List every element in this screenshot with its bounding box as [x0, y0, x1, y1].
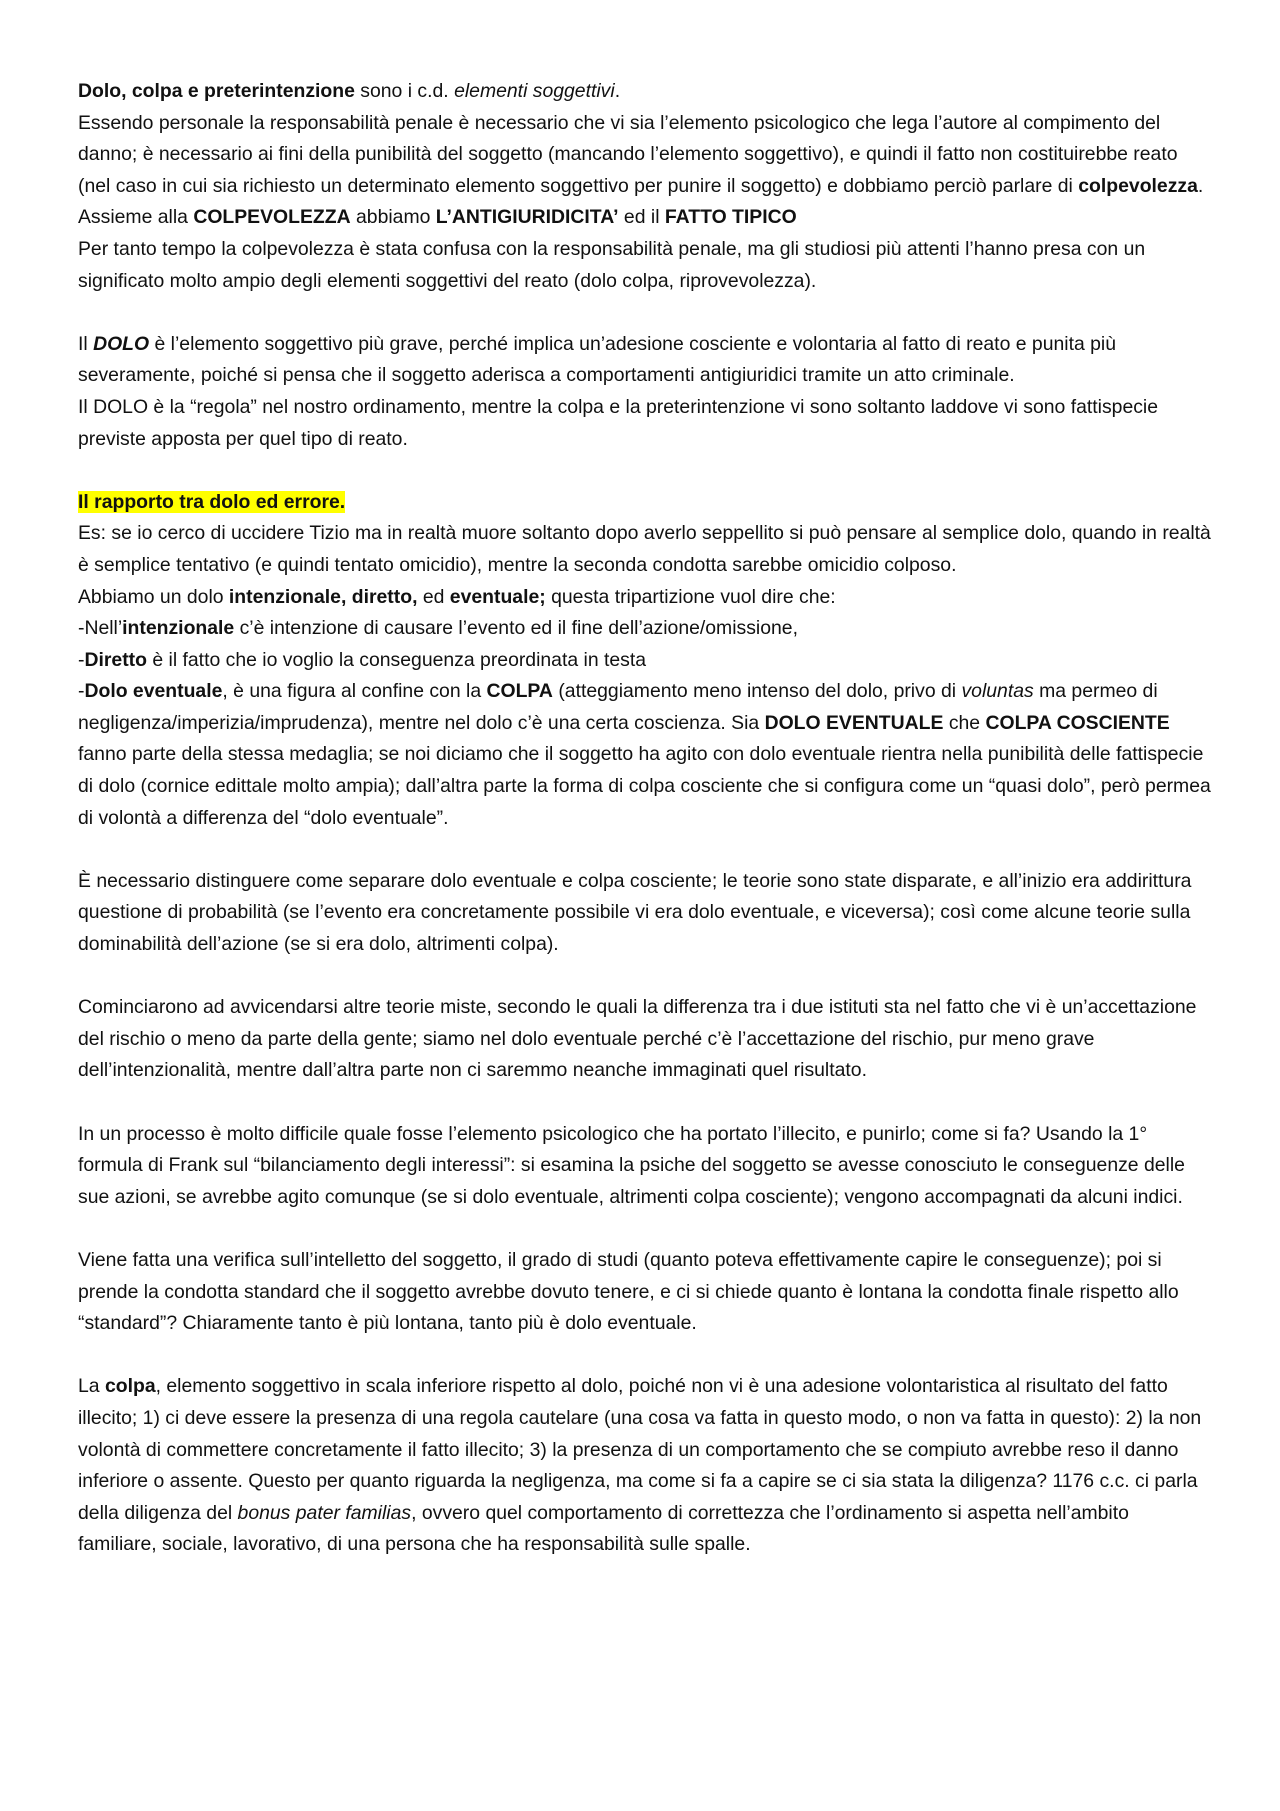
paragraph-distinguere: È necessario distinguere come separare dolo eventuale e colpa cosciente; le teorie sono state disparate, e all’inizio era addirittura questione di probabilità (se l’evento era concretamente possibile vi era dolo eventuale, e viceversa); così come alcune teorie sulla dominabilità dell’azione (se si era dolo, altrimenti colpa).: [78, 869, 1192, 956]
spacer: [78, 834, 1212, 866]
spacer: [78, 1087, 1212, 1119]
spacer: [78, 1213, 1212, 1245]
spacer: [78, 1340, 1212, 1372]
list-item-dolo-eventuale: -Dolo eventuale, è una figura al confine con la COLPA (atteggiamento meno intenso del dolo, privo di voluntas ma permeo di negligenza/imperizia/imprudenza), mentre nel dolo c’è una certa coscienza. Sia DOLO EVENTUALE che COLPA COSCIENTE fanno parte della stessa medaglia; se noi diciamo che il soggetto ha agito con dolo eventuale rientra nella punibilità delle fattispecie di dolo (cornice edittale molto ampia); dall’altra parte la forma di colpa cosciente che si configura come un “quasi dolo”, però permea di volontà a differenza del “dolo eventuale”.: [78, 680, 1211, 829]
paragraph-tripartizione: Abbiamo un dolo intenzionale, diretto, ed eventuale; questa tripartizione vuol dire che:: [78, 585, 836, 608]
paragraph-processo: In un processo è molto difficile quale fosse l’elemento psicologico che ha portato l’illecito, e punirlo; come si fa? Usando la 1° formula di Frank sul “bilanciamento degli interessi”: si esamina la psiche del soggetto se avesse conosciuto le conseguenze delle sue azioni, se avrebbe agito comunque (se si dolo eventuale, altrimenti colpa cosciente); vengono accompagnati da alcuni indici.: [78, 1122, 1185, 1208]
section-heading: [78, 487, 1212, 519]
spacer: [78, 961, 1212, 993]
spacer: [78, 455, 1212, 487]
highlighted-heading: Il rapporto tra dolo ed errore.: [78, 490, 346, 513]
paragraph-assieme: Assieme alla COLPEVOLEZZA abbiamo L’ANTIGIURIDICITA’ ed il FATTO TIPICO: [78, 206, 797, 229]
paragraph-intro: Dolo, colpa e preterintenzione sono i c.d. elementi soggettivi.: [78, 80, 621, 102]
list-item-intenzionale: -Nell’intenzionale c’è intenzione di causare l’evento ed il fine dell’azione/omissione,: [78, 617, 798, 640]
paragraph-colpa: La colpa, elemento soggettivo in scala inferiore rispetto al dolo, poiché non vi è una adesione volontaristica al risultato del fatto illecito; 1) ci deve essere la presenza di una regola cautelare (una cosa va fatta in questo modo, o non va fatta in questo): 2) la non volontà di commettere concretamente il fatto illecito; 3) la presenza di un comportamento che se compiuto avrebbe reso il danno inferiore o assente. Questo per quanto riguarda la negligenza, ma come si fa a capire se ci sia stata la diligenza? 1176 c.c. ci parla della diligenza del bonus pater familias, ovvero quel comportamento di correttezza che l’ordinamento si aspetta nell’ambito familiare, sociale, lavorativo, di una persona che ha responsabilità sulle spalle.: [78, 1375, 1202, 1556]
paragraph-responsabilita: Essendo personale la responsabilità penale è necessario che vi sia l’elemento psicologico che lega l’autore al compimento del danno; è necessario ai fini della punibilità del soggetto (mancando l’elemento soggettivo), e quindi il fatto non costituirebbe reato (nel caso in cui sia richiesto un determinato elemento soggettivo per punire il soggetto) e dobbiamo perciò parlare di colpevolezza.: [78, 111, 1204, 197]
spacer: [78, 297, 1212, 329]
paragraph-verifica: Viene fatta una verifica sull’intelletto del soggetto, il grado di studi (quanto poteva effettivamente capire le conseguenze); poi si prende la condotta standard che il soggetto avrebbe dovuto tenere, e ci si chiede quanto è lontana la condotta finale rispetto allo “standard”? Chiaramente tanto è più lontana, tanto più è dolo eventuale.: [78, 1248, 1179, 1335]
list-item-diretto: -Diretto è il fatto che io voglio la conseguenza preordinata in testa: [78, 648, 647, 671]
paragraph-colpevolezza: Per tanto tempo la colpevolezza è stata confusa con la responsabilità penale, ma gli studiosi più attenti l’hanno presa con un significato molto ampio degli elementi soggettivi del reato (dolo colpa, riprovevolezza).: [78, 237, 1146, 292]
paragraph-esempio: Es: se io cerco di uccidere Tizio ma in realtà muore soltanto dopo averlo seppellito si può pensare al semplice dolo, quando in realtà è semplice tentativo (e quindi tentato omicidio), mentre la seconda condotta sarebbe omicidio colposo.: [78, 522, 1211, 576]
paragraph-dolo: Il DOLO è l’elemento soggettivo più grave, perché implica un’adesione cosciente e volontaria al fatto di reato e punita più severamente, poiché si pensa che il soggetto aderisca a comportamenti antigiuridici tramite un atto criminale.: [78, 332, 1117, 387]
paragraph-dolo-regola: Il DOLO è la “regola” nel nostro ordinamento, mentre la colpa e la preterintenzione vi sono soltanto laddove vi sono fattispecie previste apposta per quel tipo di reato.: [78, 395, 1159, 450]
paragraph-teorie-miste: Cominciarono ad avvicendarsi altre teorie miste, secondo le quali la differenza tra i due istituti sta nel fatto che vi è un’accettazione del rischio o meno da parte della gente; siamo nel dolo eventuale perché c’è l’accettazione del rischio, pur meno grave dell’intenzionalità, mentre dall’altra parte non ci saremmo neanche immaginati quel risultato.: [78, 996, 1197, 1082]
